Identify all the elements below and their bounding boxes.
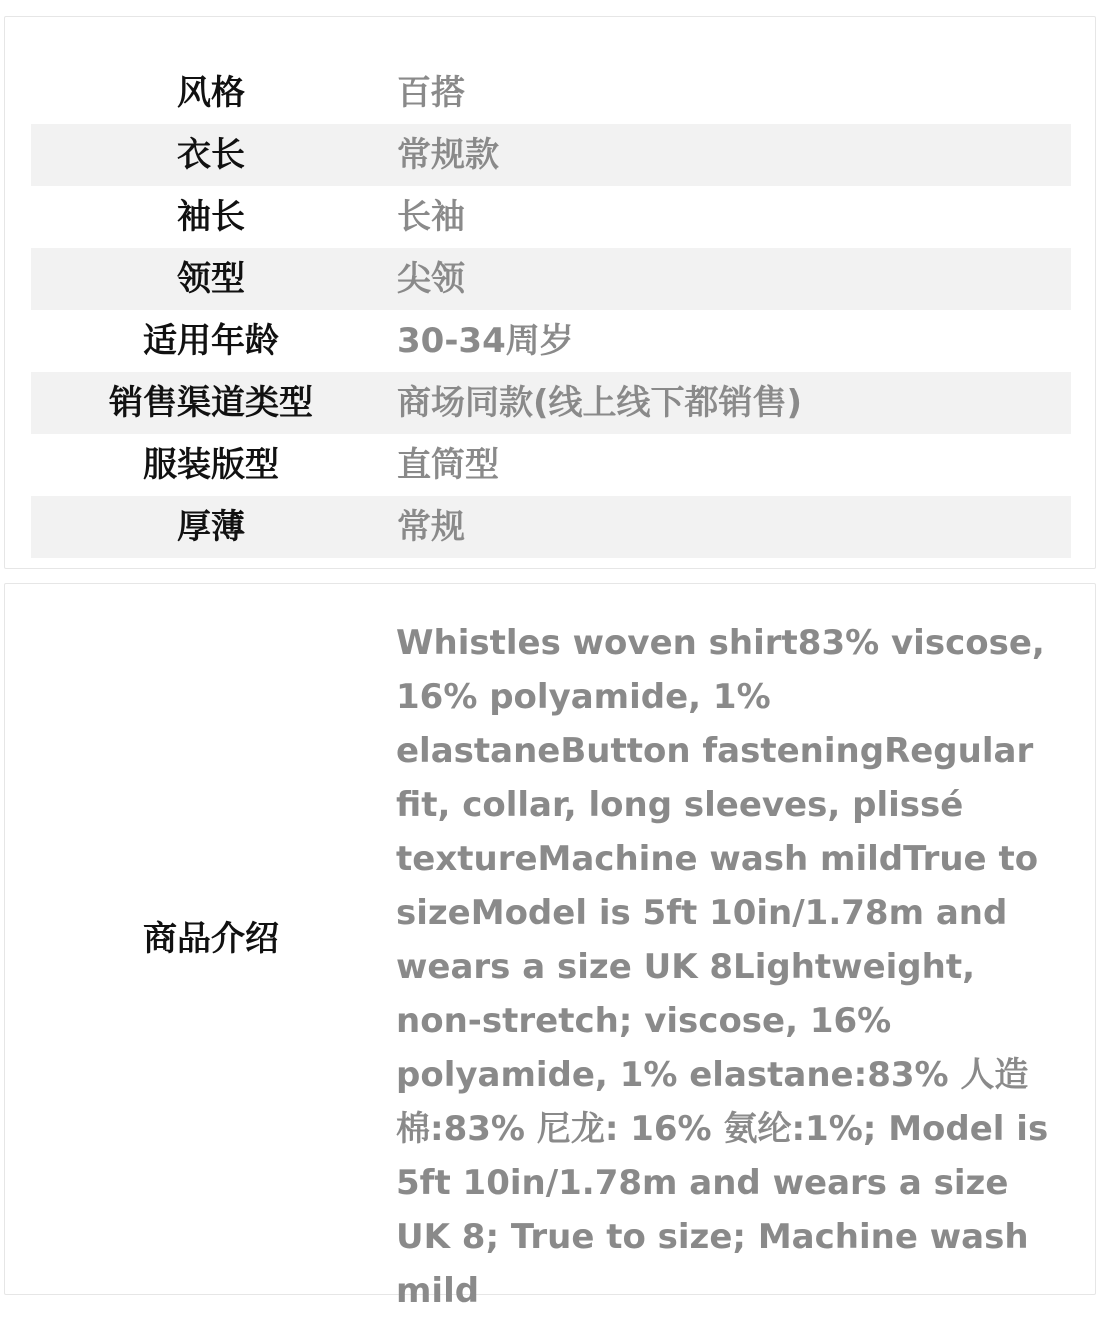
attribute-row-length: [31, 124, 1071, 186]
attribute-value: 直筒型: [397, 445, 499, 485]
attribute-row-sales-channel: [31, 372, 1071, 434]
attribute-label: 领型: [177, 259, 245, 299]
attribute-value: 百搭: [397, 73, 465, 113]
attribute-label: 厚薄: [177, 507, 245, 547]
attribute-row-style: [31, 62, 1071, 124]
attribute-label: 风格: [177, 73, 245, 113]
product-attributes-table: [4, 16, 1096, 569]
attribute-row-collar: [31, 248, 1071, 310]
attribute-label: 服装版型: [143, 445, 279, 485]
attribute-row-age: [31, 310, 1071, 372]
attribute-row-thickness: [31, 496, 1071, 558]
attribute-value: 30-34周岁: [397, 321, 574, 361]
attribute-label: 适用年龄: [143, 321, 279, 361]
attribute-label: 销售渠道类型: [109, 383, 313, 423]
attribute-label: 衣长: [177, 135, 245, 175]
attribute-value: 常规款: [397, 135, 499, 175]
description-text: Whistles woven shirt83% viscose, 16% polyamide, 1% elastaneButton fasteningRegular fit, collar, long sleeves, plissé textureMachine wash mildTrue to sizeModel is 5ft 10in/1.78m and wears a size UK 8Lightweight, non-stretch; viscose, 16% polyamide, 1% elastane:83% 人造棉:83% 尼龙: 16% 氨纶:1%; Model is 5ft 10in/1.78m and wears a size UK 8; True to size; Machine wash mild: [396, 623, 1049, 1311]
product-description-card: [4, 583, 1096, 1311]
attribute-value: 长袖: [397, 197, 465, 237]
attribute-row-sleeve-length: [31, 186, 1071, 248]
attribute-row-fit: [31, 434, 1071, 496]
attribute-value: 商场同款(线上线下都销售): [397, 383, 803, 423]
attribute-label: 袖长: [177, 197, 245, 237]
description-label: 商品介绍: [143, 919, 279, 959]
attribute-value: 尖领: [397, 259, 465, 299]
attribute-value: 常规: [397, 507, 465, 547]
